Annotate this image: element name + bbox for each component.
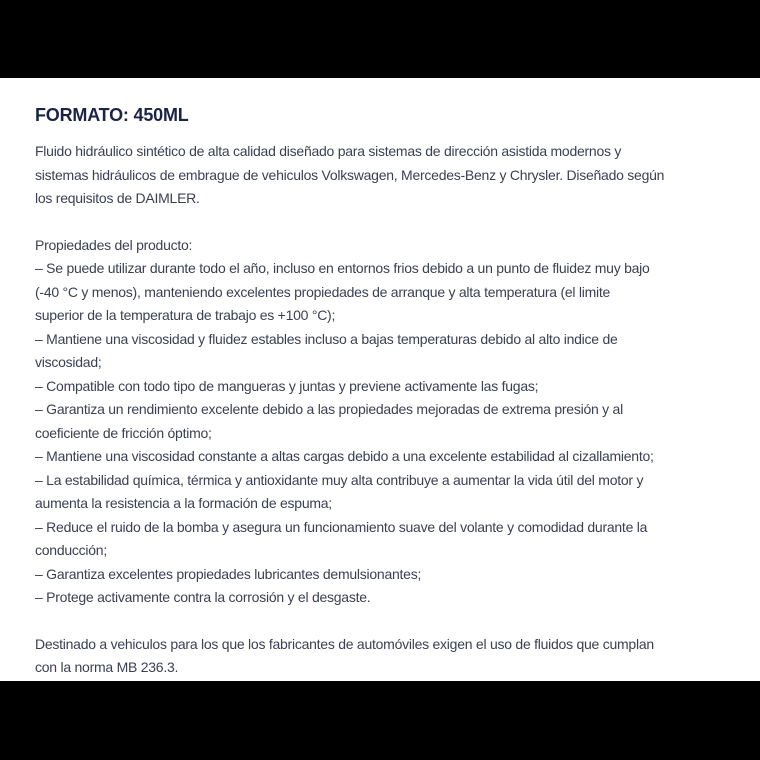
paragraph-spacer — [35, 610, 724, 633]
property-line: – Garantiza un rendimiento excelente debido a las propiedades mejoradas de extrema presión y al — [35, 401, 623, 417]
property-line: conducción; — [35, 542, 107, 558]
property-line: viscosidad; — [35, 354, 102, 370]
property-line: aumenta la resistencia a la formación de espuma; — [35, 495, 332, 511]
property-line: – La estabilidad química, térmica y antioxidante muy alta contribuye a aumentar la vida útil del motor y — [35, 471, 644, 488]
letterbox-top — [0, 0, 760, 78]
property-line: coeficiente de fricción óptimo; — [35, 424, 212, 441]
property-line: – Protege activamente contra la corrosión y el desgaste. — [35, 589, 371, 605]
property-line: – Se puede utilizar durante todo el año, incluso en entornos frios debido a un punto de fluidez muy bajo — [35, 260, 650, 276]
property-line: – Reduce el ruido de la bomba y asegura un funcionamiento suave del volante y comodidad durante la — [35, 518, 648, 535]
intro-line: Fluido hidráulico sintético de alta calidad diseñado para sistemas de dirección asistida modernos y — [35, 143, 622, 159]
closing-line: con la norma MB 236.3. — [35, 659, 179, 675]
property-line: – Mantiene una viscosidad constante a altas cargas debido a una excelente estabilidad al cizallamiento; — [35, 448, 654, 464]
property-line: superior de la temperatura de trabajo es +100 °C); — [35, 307, 336, 323]
product-description — [0, 78, 760, 681]
closing-paragraph — [35, 633, 724, 680]
letterbox-bottom — [0, 681, 760, 760]
properties-heading: Propiedades del producto: — [35, 236, 193, 253]
intro-line: los requisitos de DAIMLER. — [35, 190, 200, 206]
paragraph-spacer — [35, 211, 724, 234]
closing-line: Destinado a vehiculos para los que los fabricantes de automóviles exigen el uso de fluidos que cumplan — [35, 635, 654, 652]
properties-section — [35, 234, 724, 610]
intro-line: sistemas hidráulicos de embrague de vehiculos Volkswagen, Mercedes-Benz y Chrysler. Diseñado según — [35, 166, 665, 183]
property-line: – Compatible con todo tipo de mangueras y juntas y previene activamente las fugas; — [35, 377, 539, 394]
property-line: (-40 °C y menos), manteniendo excelentes propiedades de arranque y alta temperatura (el limite — [35, 283, 611, 300]
intro-paragraph — [35, 140, 724, 211]
property-line: – Mantiene una viscosidad y fluidez estables incluso a bajas temperaturas debido al alto indice de — [35, 330, 618, 347]
property-line: – Garantiza excelentes propiedades lubricantes demulsionantes; — [35, 565, 422, 582]
format-title: FORMATO: 450ML — [35, 105, 189, 125]
